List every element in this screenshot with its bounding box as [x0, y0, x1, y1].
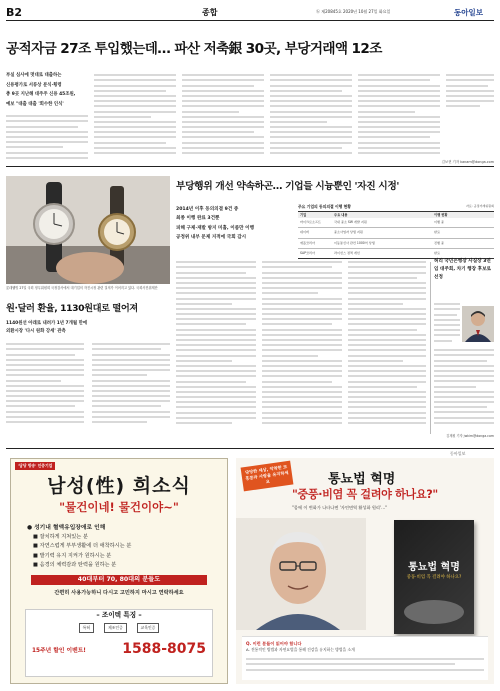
- table-title: 주요 기업의 동의의결 이행 현황: [298, 204, 351, 209]
- section-label: 종합: [202, 8, 218, 17]
- sub-article-headline: 원·달러 환율, 1130원대로 떨어져: [6, 303, 138, 314]
- ad-big-quote: "중풍·비염 꼭 걸려야 하나요?": [292, 488, 438, 501]
- ad-phone[interactable]: 1588-8075: [122, 641, 206, 657]
- book-subtitle: 중풍·비염 꼭 걸려야 하나요?: [406, 575, 462, 580]
- ad-bullet: ■ 음경의 체력감과 탄력을 원하는 분: [33, 562, 117, 569]
- article1-body-col4: [270, 71, 352, 161]
- ad-badges: [26, 623, 212, 633]
- article2-photo-caption: 롯데웰빙 27일 국회 정무위원회 국정감사에서 대기업의 자진시정 관련 질의가 이어지고 있다. 국회사진취재단: [6, 286, 158, 290]
- table-cell: 완료: [434, 250, 440, 255]
- ad-book: [394, 520, 474, 634]
- ad-promise: 간편히 사용가능하니 다시고 고민하지 마시고 연락하세요: [54, 590, 184, 596]
- ad-hours-line: 15주년 할인 이벤트!: [32, 647, 86, 654]
- table-row: [298, 228, 494, 238]
- table-cell: 네이버: [300, 230, 309, 235]
- deck-line: 예보 "대출 대출 '회수한 인식': [6, 101, 64, 107]
- table-cell: 완료: [434, 230, 440, 235]
- ad-bullet-text: 자연스럽게 부부생활에 더 애착하시는 분: [39, 543, 132, 550]
- deck-line: 2014년 이후 동의의결 9건 중: [176, 207, 239, 212]
- table-cell: 애플코리아: [300, 240, 315, 245]
- page-number: B2: [6, 6, 23, 19]
- table-header: 이행 현황: [434, 212, 448, 217]
- ad-tagline: 당당한 세상, 악착한 코 홍콩과 사랑을 유지하세요: [241, 461, 294, 492]
- table-cell: 이동통신사 관련 1000억 상생: [334, 240, 375, 245]
- ad-bullet: ■ 자연스럽게 부부생활에 더 애착하시는 분: [33, 543, 132, 550]
- ad-slogan: "물건이네! 물건이야~": [59, 500, 179, 514]
- ad-hours: [32, 645, 122, 654]
- article2-body-col2: [262, 258, 342, 438]
- article1-byline: 김보현 기자 kanam@donga.com: [441, 160, 494, 164]
- ad-headline: 통뇨법 혁명: [328, 472, 396, 487]
- brand-logo: 동아일보: [454, 8, 483, 17]
- table-row: [298, 239, 494, 249]
- ad-bullet-text: 성기내 혈액유입장애로 인해: [34, 525, 106, 531]
- article1-body-col6: [446, 71, 494, 161]
- ad-bullet-text: 발기력 유지 지켜가 원하시는 분: [39, 552, 112, 559]
- book-title: 통뇨법 혁명: [408, 562, 460, 573]
- article1-body-col1: [6, 112, 88, 164]
- masthead-rule: [6, 20, 494, 21]
- side-article-headline: 허리 국민은행장 사실상 3연임 대주회, 차기 행장 후보로 선정: [434, 259, 491, 280]
- ad-badge: 특허: [79, 623, 94, 633]
- table-cell: 이행 중: [434, 219, 444, 224]
- ad-portrait: [236, 518, 366, 630]
- article1-body-col2: [94, 71, 176, 161]
- deck-line: 최종 이행 완료 3건뿐: [176, 216, 220, 222]
- ad-bullet-text: 잘치하게 지쳐있는 분: [39, 534, 88, 540]
- ad-company-box: [25, 609, 213, 677]
- article2-headline: 부당행위 개선 약속하곤… 기업들 시늉뿐인 '자진 시정': [176, 181, 399, 192]
- table-header: 기업: [300, 212, 307, 217]
- table-cell: 라이선스 정책 개선: [334, 250, 360, 255]
- column-divider: [430, 262, 431, 434]
- portrait-graphic: [462, 306, 494, 342]
- table-cell: 진행 중: [434, 240, 444, 245]
- deck-line: 피해 구제·재발 방지 미흡, 이름만 이행: [176, 225, 255, 231]
- deck-line: 부실 심사에 멋대로 대출하는: [6, 73, 62, 78]
- table-header: 주요 내용: [334, 212, 348, 217]
- ad-badge: 교육인증: [137, 623, 160, 633]
- ad-faq-question: Q. 이런 분들이 읽어야 합니다: [246, 641, 302, 646]
- article2-body-col3: [348, 258, 426, 438]
- ad-top-badge: '담당 방송' 인증기업: [15, 462, 55, 470]
- table-cell: 마이크로소프트: [300, 219, 321, 224]
- article1-body-col5: [358, 71, 440, 161]
- table-cell: 국내 중소 SW 개발 지원: [334, 219, 367, 224]
- article2-photo: [6, 176, 170, 284]
- right-ad: [236, 458, 494, 684]
- elderly-man-photo: [236, 518, 366, 630]
- watch-photo-graphic: [6, 176, 170, 284]
- article2-deck: [176, 205, 296, 243]
- issue-meta: ⓑ 제20845호 2020년 10월 27일 화요일: [316, 9, 391, 14]
- masthead: [6, 6, 494, 20]
- ad-sub: "몸에 이 변화가 나타나면 '자연면역 활성화 원리'…": [292, 505, 388, 510]
- ad-badge: 제조인증: [104, 623, 127, 633]
- ad-age-banner: 40대부터 70, 80대의 분들도: [31, 575, 207, 585]
- footer-brand: 동아일보: [450, 451, 466, 456]
- ad-bullets: [27, 523, 207, 571]
- deck-line: 1140원선 아래로 내려가 1년 7개월 만에: [6, 321, 88, 326]
- table-cell: SAP코리아: [300, 250, 315, 255]
- article2-table: [298, 204, 494, 259]
- ad-title: 남성(性) 희소식: [47, 475, 191, 497]
- ad-company: – 조이텍 특징 –: [96, 611, 142, 619]
- left-ad: [10, 458, 228, 684]
- side-article-portrait: [462, 306, 494, 342]
- article2-body-col1: [176, 258, 256, 438]
- table-cell: 중소사업자 상생 지원: [334, 230, 363, 235]
- deck-line: 총 9곳 지난해 대주주 신용 45조원,: [6, 92, 76, 98]
- ad-bottom-box: [242, 636, 488, 680]
- ad-bullet: ● 성기내 혈액유입장애로 인해: [27, 525, 106, 531]
- article1-headline: 공적자금 27조 투입했는데… 파산 저축銀 30곳, 부당거래액 12조: [6, 41, 382, 57]
- deck-line: 공정위 내부 문제 지적에 국회 감시: [176, 235, 247, 241]
- ad-bullet: ■ 발기력 유지 지켜가 원하시는 분: [33, 552, 112, 559]
- ad-faq-answer: A. 전통적인 방법과 자연요법을 통해 건강을 유지하는 방법을 소개: [246, 647, 355, 652]
- ad-rule: [6, 448, 494, 449]
- side-article-body-lower: [434, 346, 494, 434]
- deck-line: 신용평가로 서류상 분식·횡령: [6, 82, 62, 88]
- ad-bullet: ■ 잘치하게 지쳐있는 분: [33, 534, 88, 540]
- article2-byline: 김재원 기자 jwkim@donga.com: [446, 434, 494, 438]
- ad-bullet-text: 음경의 체력감과 탄력을 원하는 분: [39, 562, 117, 569]
- table-note: 자료: 공정거래위원회: [465, 204, 494, 208]
- sub-article-body: [6, 340, 170, 440]
- article1-deck: [6, 71, 86, 109]
- deck-line: 외환시장 '다시 원화 강세' 관측: [6, 329, 66, 334]
- section-rule: [6, 166, 494, 167]
- article1-body-col3: [182, 71, 264, 161]
- table-row: [298, 218, 494, 228]
- book-cover-figure: [404, 600, 464, 624]
- sub-article-deck: [6, 320, 170, 336]
